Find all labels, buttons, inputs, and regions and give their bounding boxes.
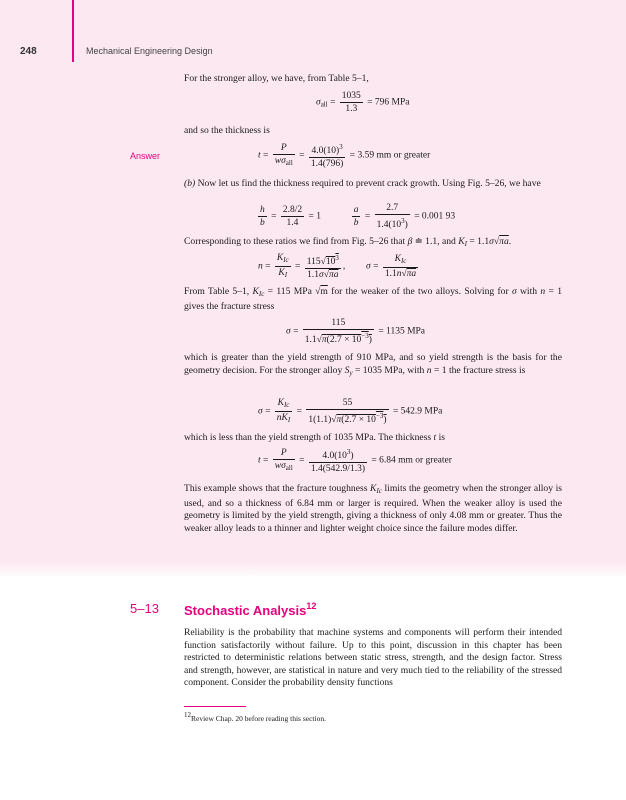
section-body: Reliability is the probability that machine systems and components will perform their intended function satisfactorily without failure. Up to this point, discussion in this chapter has been restricted to deterministic relations between static stress, strength, and the design factor. Stress and strength, however, are statistical in nature and very much tied to the reliability of the stressed component. Consider the probability density functions xyxy=(184,627,562,688)
eq1-denominator: 1.3 xyxy=(340,102,363,115)
footnote-rule xyxy=(184,706,246,707)
example-paragraph-7: which is less than the yield strength of 1035 MPa. The thickness t is xyxy=(184,432,445,443)
example-paragraph-6: which is greater than the yield strength of 910 MPa, and so yield strength is the basis for the geometry decision. For the stronger alloy $S_y = 1035$ MPa, with n = 1 the fracture stress is xyxy=(184,352,562,377)
example-paragraph-4: Corresponding to these ratios we find from Fig. 5–26 that β ≐ 1.1, and $K_I = 1.1\sigma√\pi a$. xyxy=(184,236,512,248)
equation-thickness-yield: t = $\frac{P}{w\sigma_{all}}$ = $\frac{4.0(10)^3}{1.4(796)}$ = 3.59 mm or greater xyxy=(258,143,431,169)
equation-fracture-stress-weak: σ = $\frac{115}{1.1√\pi(2.7 \times 10^{-3})}$ = 1135 MPa xyxy=(286,318,426,345)
example-paragraph-1: For the stronger alloy, we have, from Table 5–1, xyxy=(184,73,369,84)
answer-label: Answer xyxy=(130,151,161,161)
example-background-fade xyxy=(0,562,626,578)
section-number: 5–13 xyxy=(130,601,159,616)
equation-allowable-stress: $\sigma_{all}$ = $\frac{1035}{1.3}$ = 796 MPa xyxy=(316,91,410,114)
footnote xyxy=(184,711,326,723)
eq1-numerator: 1035 xyxy=(341,91,361,101)
section-title xyxy=(184,601,316,618)
equation-design-factor: n = $\frac{K_{Ic}}{K_I}$ = $\frac{115√10^3}{1.1\sigma√\pi a}$ , σ = $\frac{K_{Ic}}{1.1n√\pi a}$ xyxy=(258,253,417,280)
equation-thickness-fracture: t = $\frac{P}{w\sigma_{all}}$ = $\frac{4.0(10^3)}{1.4(542.9/1.3)}$ = 6.84 mm or greater xyxy=(258,448,452,474)
section-footnote-mark: 12 xyxy=(306,601,317,611)
running-title: Mechanical Engineering Design xyxy=(86,46,213,56)
equation-fracture-stress-strong: σ = $\frac{K_{Ic}}{nK_I}$ = $\frac{55}{1(1.1)√\pi(2.7 \times 10^{-3})}$ = 542.9 MPa xyxy=(258,398,443,425)
footnote-number: 12 xyxy=(184,711,191,719)
example-paragraph-2: and so the thickness is xyxy=(184,125,270,136)
equation-geometry-ratios: $\frac{h}{b}$ = $\frac{2.8/2}{1.4}$ = 1 $\frac{a}{b}$ = $\frac{2.7}{1.4(10^3)}$ = 0.001 93 xyxy=(260,203,456,230)
example-paragraph-8: This example shows that the fracture toughness $K_{Ic}$ limits the geometry when the stronger alloy is used, and so a thickness of 6.84 mm or larger is required. When the weaker alloy is used the geometry is limited by the yield strength, giving a thickness of only 4.08 mm or greater. Thus the weaker alloy leads to a thinner and lighter weight choice since the failure modes differ. xyxy=(184,483,562,534)
example-paragraph-5: From Table 5–1, $K_{Ic} = 115$ MPa √m for the weaker of the two alloys. Solving for σ with n = 1 gives the fracture stress xyxy=(184,286,562,312)
footnote-text: Review Chap. 20 before reading this section. xyxy=(191,714,326,723)
header-rule xyxy=(72,0,74,62)
page-number: 248 xyxy=(20,46,37,57)
example-paragraph-3: (b) Now let us find the thickness required to prevent crack growth. Using Fig. 5–26, we have xyxy=(184,178,541,189)
section-title-text: Stochastic Analysis xyxy=(184,603,307,618)
